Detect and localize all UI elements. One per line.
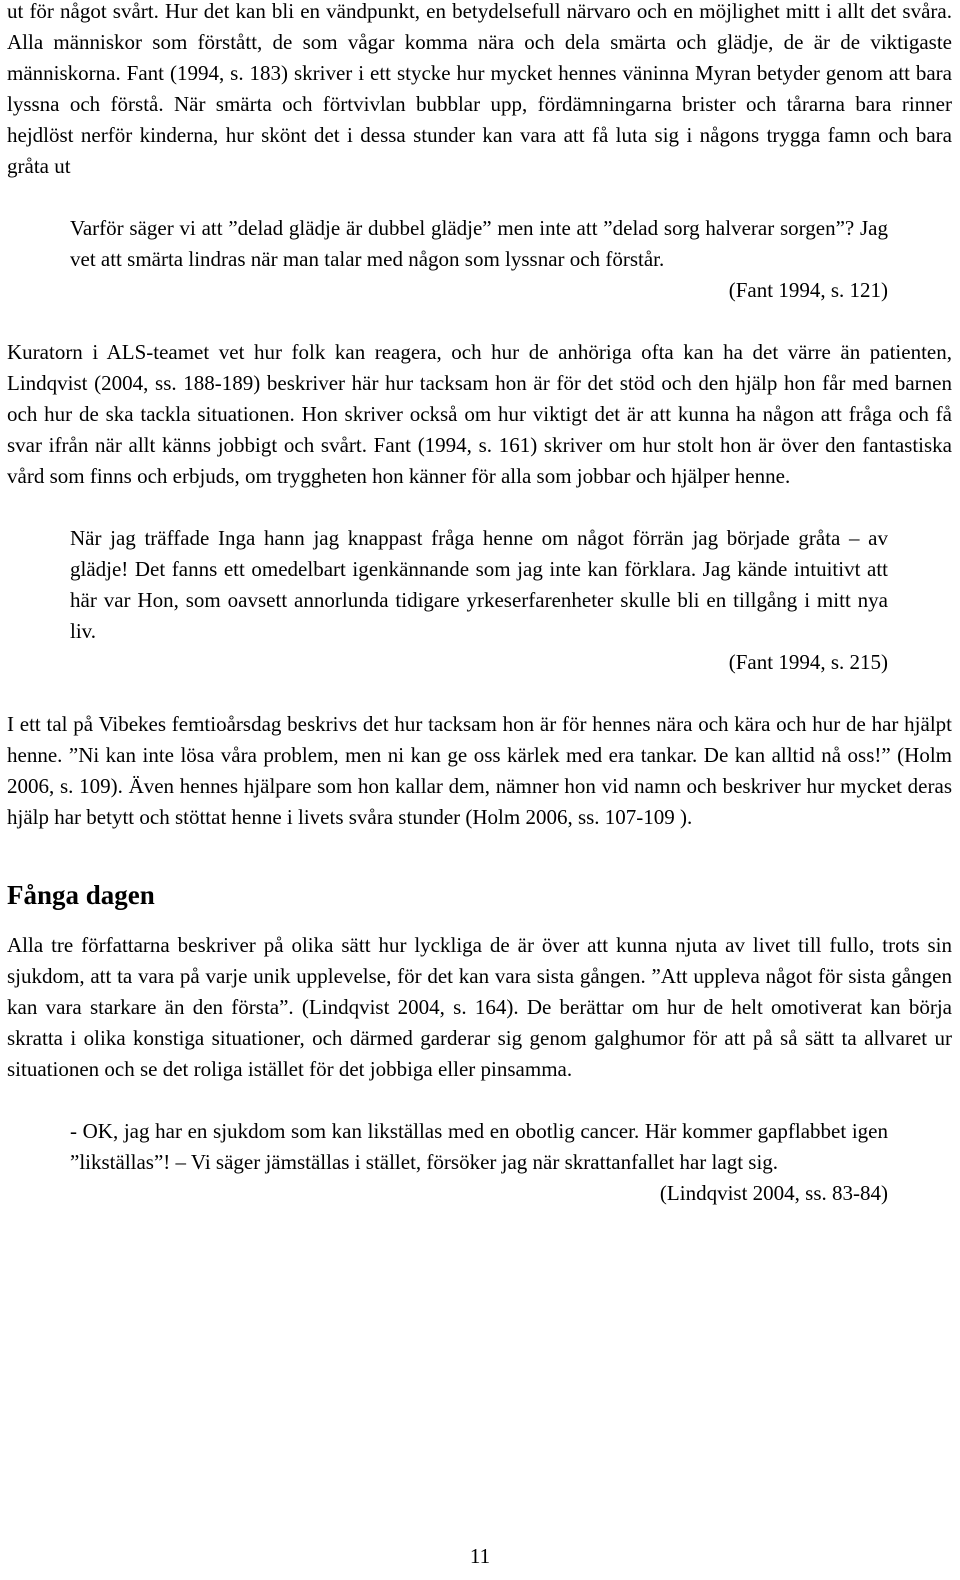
block-quote [70,213,888,306]
quote-citation: (Lindqvist 2004, ss. 83-84) [659,1181,888,1205]
quote-text: - OK, jag har en sjukdom som kan likställas med en obotlig cancer. Här kommer gapflabbet igen ”likställas”! – Vi säger jämställas i stället, försöker jag när skrattanfallet har lagt sig. [70,1119,888,1174]
body-paragraph: ut för något svårt. Hur det kan bli en vändpunkt, en betydelsefull närvaro och en möjlighet mitt i allt det svåra. Alla människor som förstått, de som vågar komma nära och dela smärta och glädje, de är de viktigaste människorna. Fant (1994, s. 183) skriver i ett stycke hur mycket hennes väninna Myran betyder genom att bara lyssna och förstå. När smärta och förtvivlan bubblar upp, fördämningarna brister och tårarna bara rinner hejdlöst nerför kinderna, hur skönt det i dessa stunder kan vara att få luta sig i någons trygga famn och bara gråta ut [7,0,952,178]
block-quote [70,1116,888,1209]
body-paragraph: Kuratorn i ALS-teamet vet hur folk kan reagera, och hur de anhöriga ofta kan ha det värre än patienten, Lindqvist (2004, ss. 188-189) beskriver här hur tacksam hon är för det stöd och den hjälp hon får med barnen och hur de ska tackla situationen. Hon skriver också om hur viktigt det är att kunna ha någon att fråga och få svar ifrån när allt känns jobbigt och svårt. Fant (1994, s. 161) skriver om hur stolt hon är över den fantastiska vård som finns och erbjuds, om tryggheten hon känner för alla som jobbar och hjälper henne. [7,340,952,488]
quote-text: När jag träffade Inga hann jag knappast fråga henne om något förrän jag började gråta – av glädje! Det fanns ett omedelbart igenkännande som jag inte kan förklara. Jag kände intuitivt att här var Hon, som oavsett annorlunda tidigare yrkeserfarenheter skulle bli en tillgång i mitt nya liv. [70,526,888,643]
body-paragraph: Alla tre författarna beskriver på olika sätt hur lyckliga de är över att kunna njuta av livet till fullo, trots sin sjukdom, att ta vara på varje unik upplevelse, för det kan vara sista gången. ”Att uppleva något för sista gången kan vara starkare än den första”. (Lindqvist 2004, s. 164). De berättar om hur de helt omotiverat kan börja skratta i olika konstiga situationer, och därmed garderar sig genom galghumor för att på så sätt ta allvaret ur situationen och se det roliga istället för det jobbiga eller pinsamma. [7,933,952,1081]
block-quote [70,523,888,678]
quote-citation: (Fant 1994, s. 121) [728,278,888,302]
quote-citation: (Fant 1994, s. 215) [728,650,888,674]
body-paragraph: I ett tal på Vibekes femtioårsdag beskrivs det hur tacksam hon är för hennes nära och kära och hur de har hjälpt henne. ”Ni kan inte lösa våra problem, men ni kan ge oss kärlek med era tankar. De kan alltid nå oss!” (Holm 2006, s. 109). Även hennes hjälpare som hon kallar dem, nämner hon vid namn och beskriver hur mycket deras hjälp har betytt och stöttat henne i livets svåra stunder (Holm 2006, ss. 107-109 ). [7,712,952,829]
page-number: 11 [469,1544,491,1568]
section-heading: Fånga dagen [7,880,155,910]
document-page [7,0,952,1240]
quote-text: Varför säger vi att ”delad glädje är dubbel glädje” men inte att ”delad sorg halverar sorgen”? Jag vet att smärta lindras när man talar med någon som lyssnar och förstår. [70,216,888,271]
